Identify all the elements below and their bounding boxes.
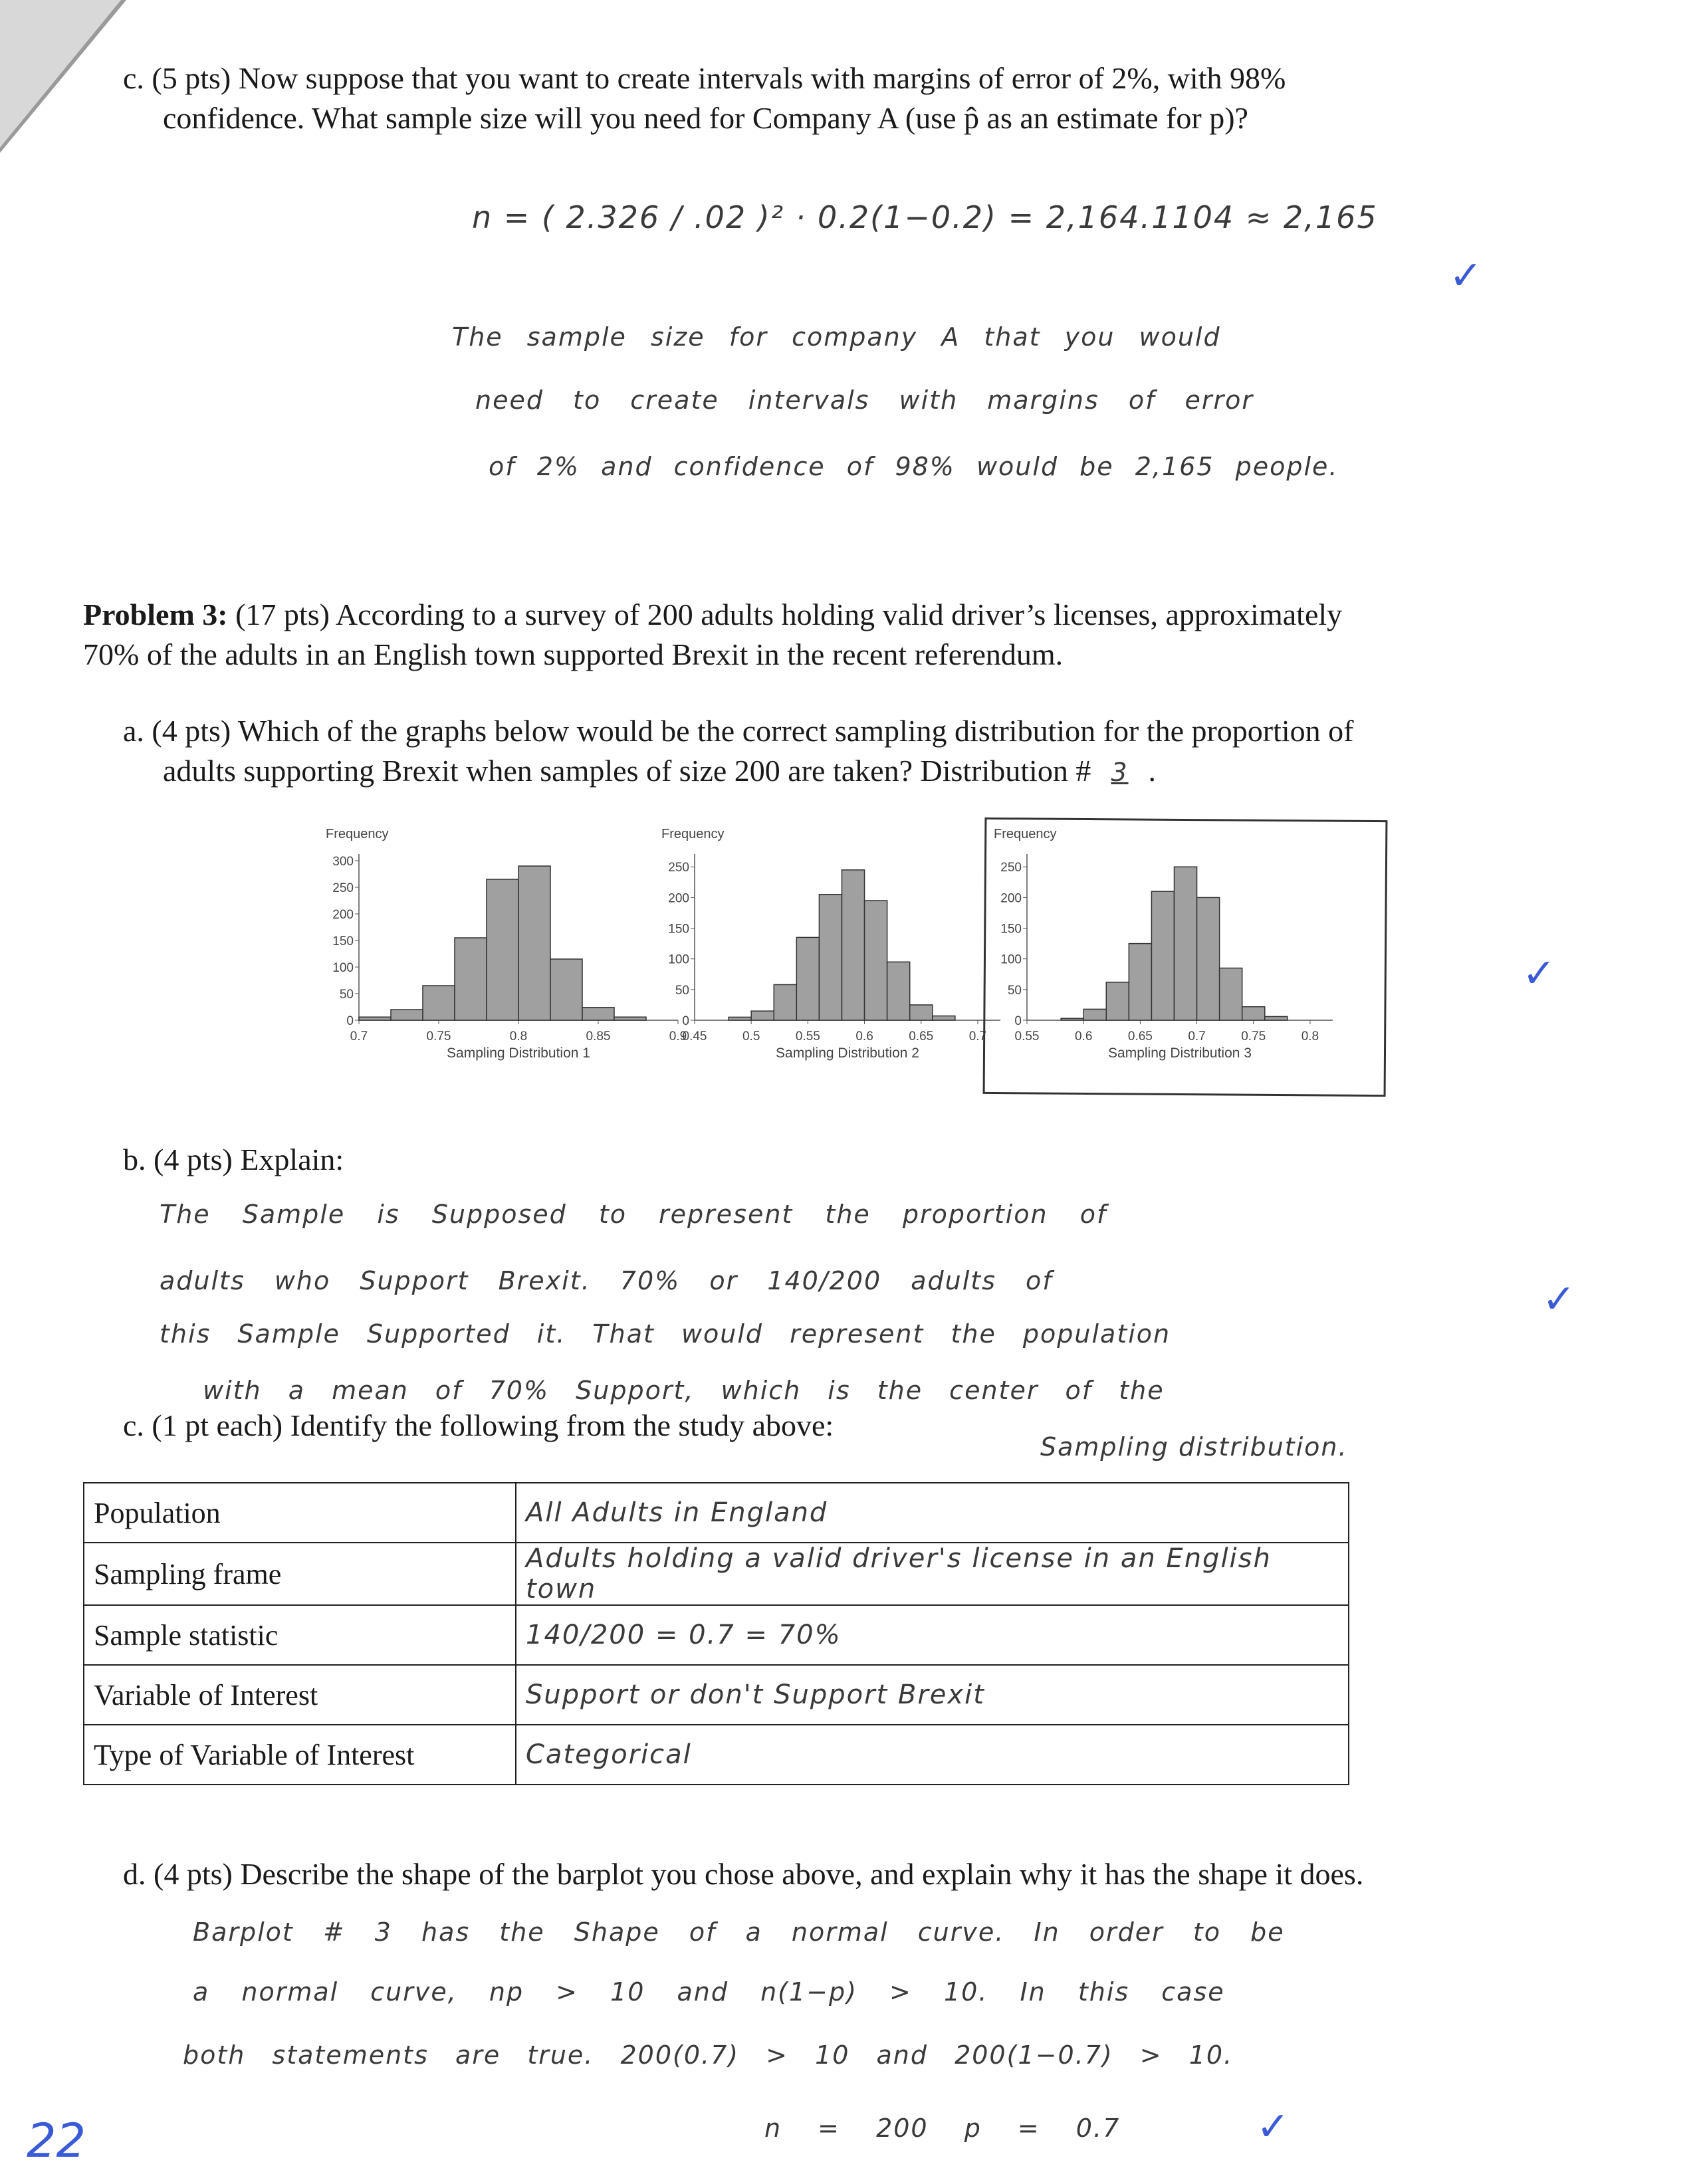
grader-check-mark: ✓ — [1256, 2104, 1290, 2150]
x-tick-label: 0.65 — [1127, 1030, 1153, 1043]
problem-3-intro — [83, 595, 1342, 635]
y-tick-label: 50 — [675, 983, 689, 998]
histogram-bar — [359, 1017, 391, 1020]
histogram-bar — [865, 901, 887, 1020]
row-label-variable-of-interest: Variable of Interest — [84, 1665, 516, 1725]
y-tick-label: 0 — [682, 1014, 689, 1028]
row-value-sample-statistic: 140/200 = 0.7 = 70% — [516, 1605, 1349, 1665]
y-tick-label: 300 — [332, 855, 354, 869]
hand-drawn-selection-box — [983, 818, 1388, 1097]
problem-3-heading: Problem 3: — [83, 598, 228, 631]
part-a-question-line2: adults supporting Brexit when samples of size 200 are taken? Distribution # — [163, 754, 1091, 788]
y-tick-label: 0 — [1014, 1014, 1022, 1028]
histogram-bar — [391, 1010, 423, 1020]
x-tick-label: 0.55 — [795, 1030, 820, 1043]
histogram-bar — [729, 1017, 751, 1020]
row-label-variable-type: Type of Variable of Interest — [84, 1725, 516, 1785]
histogram-title: Sampling Distribution 1 — [447, 1045, 590, 1061]
histogram-2 — [655, 821, 1014, 1087]
grade-score: 22 — [27, 2114, 86, 2168]
x-tick-label: 0.85 — [586, 1030, 611, 1043]
y-tick-label: 250 — [1000, 861, 1022, 875]
x-tick-label: 0.75 — [1241, 1030, 1266, 1043]
page-corner-fold-inner — [0, 0, 121, 148]
grader-check-mark: ✓ — [1542, 1276, 1576, 1323]
y-tick-label: 50 — [339, 988, 354, 1002]
histogram-bar — [842, 870, 864, 1020]
x-tick-label: 0.6 — [1074, 1030, 1093, 1043]
part-b-question: b. (4 pts) Explain: — [123, 1143, 344, 1176]
row-value-sampling-frame: Adults holding a valid driver's license in an English town — [516, 1543, 1349, 1605]
y-tick-label: 200 — [1000, 891, 1022, 906]
table-row — [84, 1605, 1349, 1665]
part-a-question-line2-wrap: adults supporting Brexit when samples of size 200 are taken? Distribution # 3 . — [163, 754, 1157, 788]
y-tick-label: 100 — [1000, 952, 1022, 967]
histogram-bar — [751, 1011, 774, 1020]
histogram-title: Sampling Distribution 2 — [776, 1045, 919, 1061]
histogram-bar — [582, 1008, 614, 1020]
y-axis-label: Frequency — [994, 827, 1057, 841]
y-axis-label: Frequency — [661, 827, 725, 841]
x-tick-label: 0.65 — [909, 1030, 934, 1043]
grader-check-mark: ✓ — [1449, 253, 1483, 299]
histogram-bar — [487, 879, 518, 1020]
x-tick-label: 0.9 — [669, 1030, 687, 1043]
table-row — [84, 1665, 1349, 1725]
row-label-population: Population — [84, 1483, 516, 1543]
table-row — [84, 1483, 1349, 1543]
histogram-bar — [455, 938, 487, 1020]
part-a-answer: 3 — [1111, 758, 1129, 787]
part-c-prev-answer-line3: of 2% and confidence of 98% would be 2,165 people. — [489, 452, 1339, 481]
histogram-bar — [518, 866, 550, 1020]
y-tick-label: 50 — [1007, 983, 1022, 998]
row-value-population: All Adults in England — [516, 1483, 1349, 1543]
row-value-variable-of-interest: Support or don't Support Brexit — [516, 1665, 1349, 1725]
part-b-answer-line1: The Sample is Supposed to represent the proportion of — [160, 1200, 1107, 1229]
x-tick-label: 0.75 — [426, 1030, 451, 1043]
part-d-question: d. (4 pts) Describe the shape of the barplot you chose above, and explain why it has the shape it does. — [123, 1857, 1364, 1891]
y-tick-label: 200 — [668, 891, 689, 906]
histogram-1 — [319, 821, 691, 1087]
problem-3-intro-line2: 70% of the adults in an English town supported Brexit in the recent referendum. — [83, 637, 1064, 671]
x-tick-label: 0.7 — [350, 1030, 368, 1043]
x-tick-label: 0.7 — [968, 1030, 987, 1043]
row-label-sample-statistic: Sample statistic — [84, 1605, 516, 1665]
x-tick-label: 0.7 — [1188, 1030, 1206, 1043]
row-label-sampling-frame: Sampling frame — [84, 1543, 516, 1605]
y-axis-label: Frequency — [326, 827, 389, 841]
histogram-bar — [910, 1005, 933, 1020]
histogram-bar — [550, 959, 582, 1020]
y-tick-label: 150 — [332, 934, 354, 948]
x-tick-label: 0.8 — [1301, 1030, 1319, 1043]
y-tick-label: 250 — [668, 861, 689, 875]
y-tick-label: 100 — [668, 952, 689, 967]
y-tick-label: 200 — [332, 908, 354, 922]
part-c-prev-answer-line2: need to create intervals with margins of error — [475, 385, 1254, 415]
y-tick-label: 250 — [332, 881, 354, 895]
histogram-bar — [423, 986, 455, 1020]
histogram-bar — [933, 1016, 955, 1020]
y-tick-label: 100 — [332, 961, 354, 975]
identification-table — [83, 1482, 1349, 1785]
part-a-question-line1: a. (4 pts) Which of the graphs below would be the correct sampling distribution for the proportion of — [123, 714, 1354, 748]
table-row — [84, 1543, 1349, 1605]
histogram-title: Sampling Distribution 3 — [1108, 1045, 1252, 1061]
part-c-question: c. (1 pt each) Identify the following from the study above: — [123, 1408, 834, 1442]
x-tick-label: 0.5 — [742, 1030, 760, 1043]
grader-check-mark: ✓ — [1522, 950, 1556, 997]
y-tick-label: 150 — [668, 922, 689, 936]
problem-3-intro-line1: (17 pts) According to a survey of 200 adults holding valid driver’s licenses, approximately — [235, 598, 1343, 631]
histogram-bar — [887, 962, 910, 1020]
part-b-answer-line3: this Sample Supported it. That would represent the population — [160, 1319, 1171, 1349]
histogram-bar — [819, 895, 842, 1020]
x-tick-label: 0.6 — [855, 1030, 873, 1043]
histogram-bar — [796, 937, 819, 1020]
part-b-answer-line2: adults who Support Brexit. 70% or 140/200 adults of — [160, 1266, 1053, 1295]
sample-size-formula: n = ( 2.326 / .02 )² · 0.2(1−0.2) = 2,164.1104 ≈ 2,165 — [472, 199, 1378, 235]
x-tick-label: 0.8 — [509, 1030, 528, 1043]
row-value-variable-type: Categorical — [516, 1725, 1349, 1785]
part-c-prev-question-line1: c. (5 pts) Now suppose that you want to create intervals with margins of error of 2%, with 98% — [123, 61, 1286, 95]
part-d-answer-line2: a normal curve, np > 10 and n(1−p) > 10. In this case — [193, 1977, 1225, 2007]
part-d-answer-line4: n = 200 p = 0.7 — [764, 2114, 1121, 2143]
part-b-answer-line4: with a mean of 70% Support, which is the center of the — [203, 1376, 1165, 1405]
x-tick-label: 0.55 — [1014, 1030, 1040, 1043]
histogram-bar — [774, 984, 796, 1020]
x-tick-label: 0.45 — [682, 1030, 707, 1043]
part-c-prev-question-line2: confidence. What sample size will you need for Company A (use p̂ as an estimate for p)? — [163, 101, 1248, 135]
part-d-answer-line1: Barplot # 3 has the Shape of a normal curve. In order to be — [193, 1917, 1285, 1947]
part-d-answer-line3: both statements are true. 200(0.7) > 10 and 200(1−0.7) > 10. — [183, 2040, 1234, 2070]
part-c-prev-answer-line1: The sample size for company A that you would — [452, 322, 1221, 352]
table-row — [84, 1725, 1349, 1785]
histogram-bar — [614, 1017, 646, 1020]
part-b-answer-line5: Sampling distribution. — [1040, 1432, 1348, 1462]
y-tick-label: 150 — [1000, 922, 1022, 936]
y-tick-label: 0 — [346, 1014, 354, 1028]
